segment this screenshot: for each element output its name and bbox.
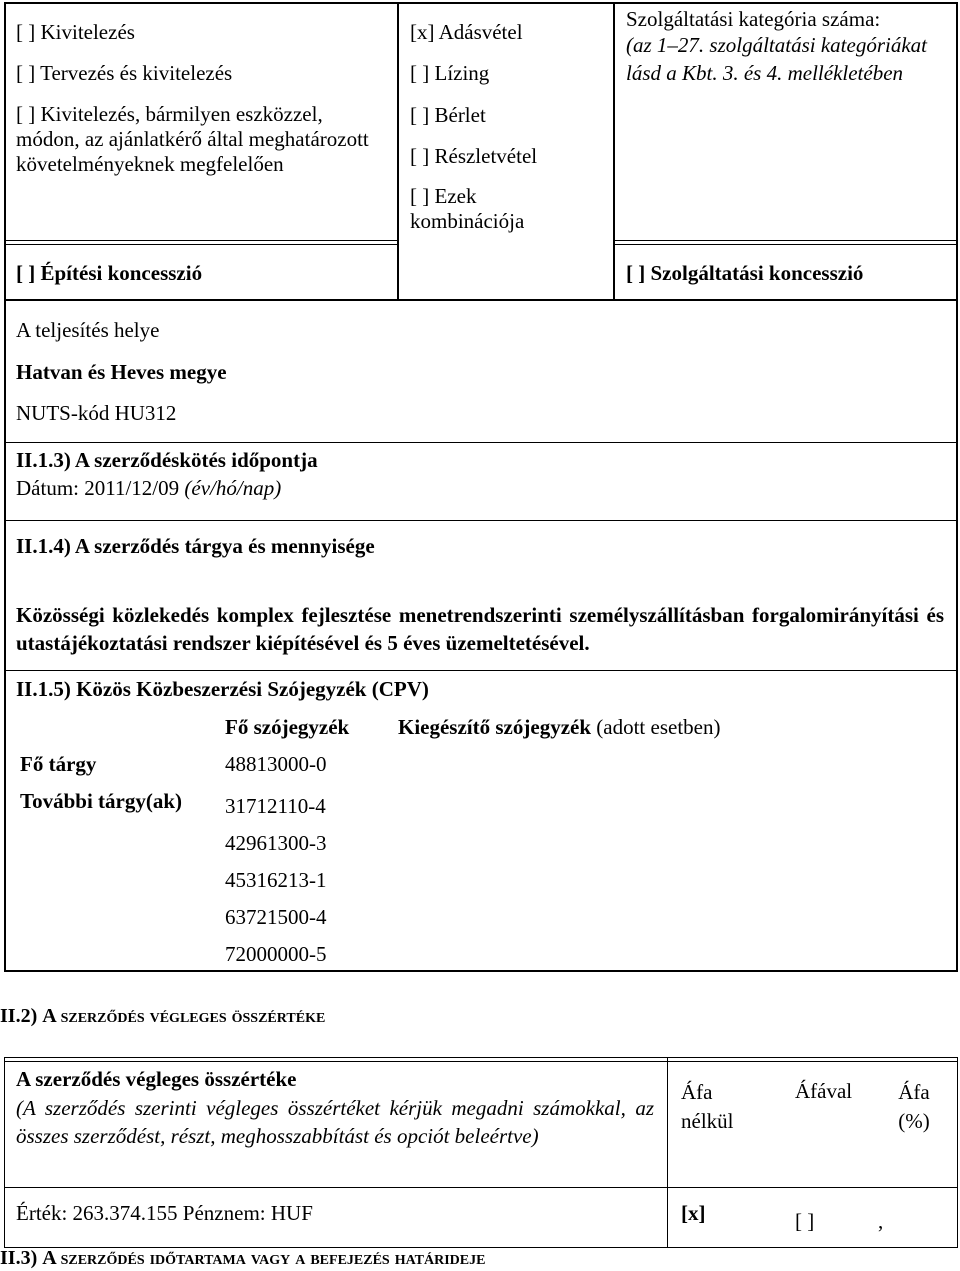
subject-heading: II.1.4) A szerződés tárgya és mennyisége (16, 534, 375, 558)
section-value-heading-text: A szerződés végleges összértéke (42, 1005, 326, 1027)
subject-text: Közösségi közlekedés komplex fejlesztése menetrendszerinti személyszállításban forgalomirányítási és utastájékoztatási rendszer kiépítésével és 5 éves üzemeltetésével. (16, 603, 944, 656)
nuts-code: NUTS-kód HU312 (16, 401, 177, 425)
contract-date-heading: II.1.3) A szerződéskötés időpontja (16, 448, 318, 472)
supplies-option-lizing[interactable]: [ ] Lízing (410, 61, 490, 86)
cpv-main-code: 48813000-0 (225, 752, 327, 776)
col-vat-header: Áfa (%) (898, 1080, 930, 1134)
section-duration-heading-text: A szerződés időtartama vagy a befejezés határideje (42, 1247, 486, 1269)
contract-date-format: (év/hó/nap) (184, 476, 282, 500)
cpv-additional-codes (225, 788, 327, 973)
vat-rate-comma: , (878, 1209, 884, 1233)
services-options (626, 6, 948, 87)
place-label: A teljesítés helye (16, 318, 160, 342)
contract-value: Érték: 263.374.155 Pénznem: HUF (16, 1201, 313, 1225)
value-box-note: (A szerződés szerinti végleges összértéket kérjük megadni számokkal, az összes szerződést, részt, meghosszabbítást és opciót beleértve) (16, 1096, 654, 1149)
cpv-supplementary-note: (adott esetben) (596, 715, 721, 739)
contract-date: Dátum: 2011/12/09 (16, 476, 180, 500)
cpv-additional-code: 72000000-5 (225, 942, 327, 966)
cpv-supplementary-column-header (398, 714, 720, 740)
services-category-label: Szolgáltatási kategória száma: (626, 7, 881, 31)
col-net-header: Áfa nélkül (681, 1080, 734, 1134)
supplies-option-kombinacio[interactable]: [ ] Ezek kombinációja (410, 184, 525, 234)
section-value-heading-num: II.2) (0, 1005, 38, 1027)
supplies-options (410, 19, 610, 234)
works-option-tervezes[interactable]: [ ] Tervezés és kivitelezés (16, 61, 233, 86)
col-gross-header: Áfával (795, 1079, 853, 1103)
section-duration-heading-num: II.3) (0, 1247, 38, 1269)
supplies-option-berlet[interactable]: [ ] Bérlet (410, 102, 486, 127)
section-value-heading (0, 1004, 325, 1029)
cpv-additional-label: További tárgy(ak) (20, 789, 183, 813)
services-category-note: (az 1–27. szolgáltatási kategóriákat lásd a Kbt. 3. és 4. mellékletében (626, 33, 927, 85)
gross-checkbox[interactable]: [ ] (795, 1209, 815, 1233)
works-options (16, 19, 391, 177)
cpv-additional-code: 31712110-4 (225, 794, 326, 818)
contract-date-value (16, 475, 281, 501)
cpv-main-subject-label: Fő tárgy (20, 752, 97, 776)
cpv-additional-code: 45316213-1 (225, 868, 327, 892)
services-concession-option[interactable]: [ ] Szolgáltatási koncesszió (626, 261, 864, 285)
net-checkbox[interactable]: [x] (681, 1201, 706, 1225)
cpv-main-column-header: Fő szójegyzék (225, 715, 350, 739)
cpv-additional-code: 63721500-4 (225, 905, 327, 929)
section-duration-heading (0, 1246, 485, 1271)
place-value: Hatvan és Heves megye (16, 360, 227, 384)
cpv-heading: II.1.5) Közös Közbeszerzési Szójegyzék (CPV) (16, 677, 429, 701)
supplies-option-reszletvetel[interactable]: [ ] Részletvétel (410, 143, 538, 168)
supplies-option-adasvetel[interactable]: [x] Adásvétel (410, 20, 523, 44)
works-option-kivitelezes[interactable]: [ ] Kivitelezés (16, 20, 135, 44)
works-option-barmilyen[interactable]: [ ] Kivitelezés, bármilyen eszközzel, módon, az ajánlatkérő által meghatározott követelményeknek megfelelően (16, 101, 369, 176)
cpv-additional-code: 42961300-3 (225, 831, 327, 855)
value-box-title: A szerződés végleges összértéke (16, 1067, 297, 1091)
works-concession-option[interactable]: [ ] Építési koncesszió (16, 261, 203, 285)
cpv-supplementary-label: Kiegészítő szójegyzék (398, 715, 592, 739)
